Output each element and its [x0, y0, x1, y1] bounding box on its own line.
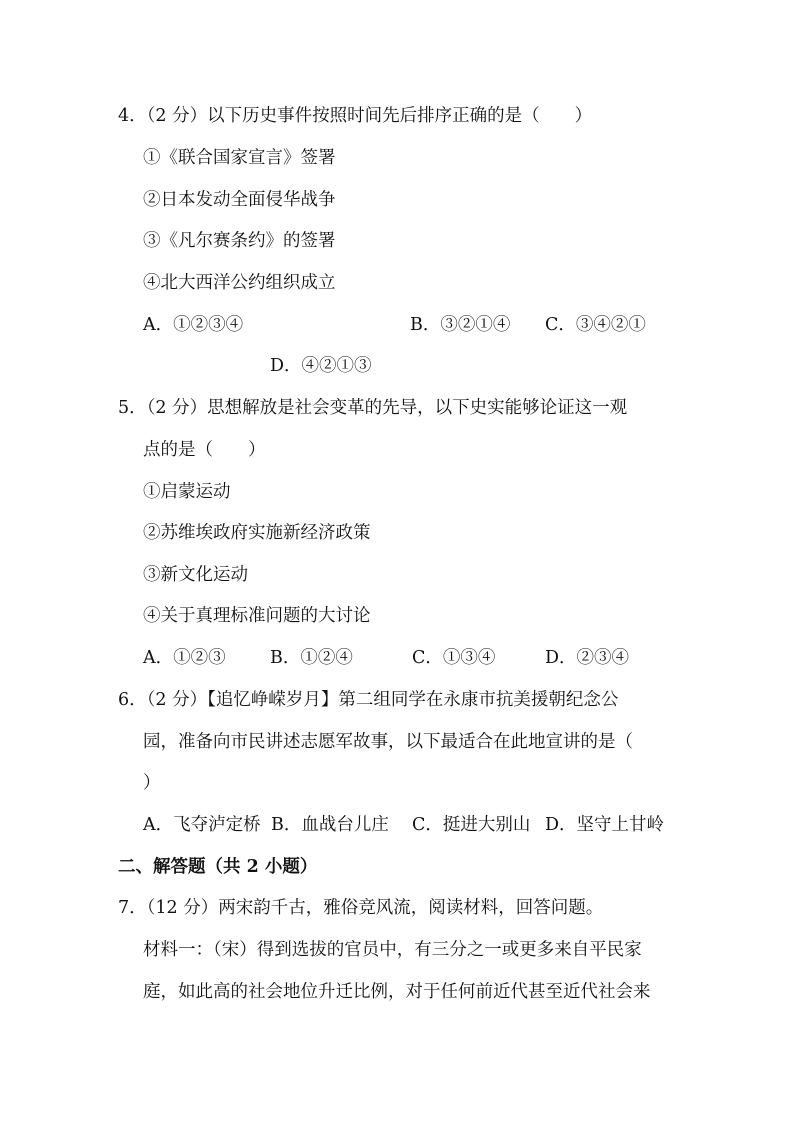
q7-material-line-1: 材料一：（宋）得到选拔的官员中，有三分之一或更多来自平民家	[143, 940, 642, 960]
q4-item-3: ③《凡尔赛条约》的签署	[143, 231, 336, 251]
q6-stem-line-1: 6．（2 分）【追忆峥嵘岁月】第二组同学在永康市抗美援朝纪念公	[118, 690, 619, 710]
q6-option-a: A．飞夺泸定桥	[143, 815, 261, 835]
q5-stem-line-1: 5．（2 分）思想解放是社会变革的先导，以下史实能够论证这一观	[118, 398, 628, 418]
q4-item-2: ②日本发动全面侵华战争	[143, 190, 336, 210]
q4-item-4: ④北大西洋公约组织成立	[143, 273, 336, 293]
q6-stem-line-2: 园，准备向市民讲述志愿军故事，以下最适合在此地宣讲的是（	[143, 732, 633, 752]
q5-option-a: A．①②③	[143, 648, 226, 668]
q7-material-line-2: 庭，如此高的社会地位升迁比例，对于任何前近代甚至近代社会来	[143, 982, 651, 1002]
q5-item-4: ④关于真理标准问题的大讨论	[143, 606, 371, 626]
q4-option-d: D．④②①③	[270, 356, 372, 376]
q7-stem: 7．（12 分）两宋韵千古，雅俗竞风流，阅读材料，回答问题。	[118, 898, 604, 918]
q4-option-b: B．③②①④	[410, 315, 511, 335]
q5-item-1: ①启蒙运动	[143, 482, 231, 502]
section-2-title: 二、解答题（共 2 小题）	[118, 857, 318, 877]
q5-stem-line-2: 点的是（ ）	[143, 440, 266, 460]
q6-option-b: B．血战台儿庄	[271, 815, 389, 835]
q4-option-a: A．①②③④	[143, 315, 244, 335]
q5-option-d: D．②③④	[545, 648, 630, 668]
q5-item-3: ③新文化运动	[143, 565, 248, 585]
q6-option-c: C．挺进大别山	[412, 815, 531, 835]
q5-option-c: C．①③④	[412, 648, 496, 668]
q4-stem: 4．（2 分）以下历史事件按照时间先后排序正确的是（ ）	[118, 106, 593, 126]
q4-item-1: ①《联合国家宣言》签署	[143, 148, 336, 168]
q5-option-b: B．①②④	[270, 648, 353, 668]
q6-option-d: D．坚守上甘岭	[545, 815, 665, 835]
q5-item-2: ②苏维埃政府实施新经济政策	[143, 523, 371, 543]
q4-option-c: C．③④②①	[545, 315, 646, 335]
q6-stem-line-3: ）	[143, 773, 161, 793]
